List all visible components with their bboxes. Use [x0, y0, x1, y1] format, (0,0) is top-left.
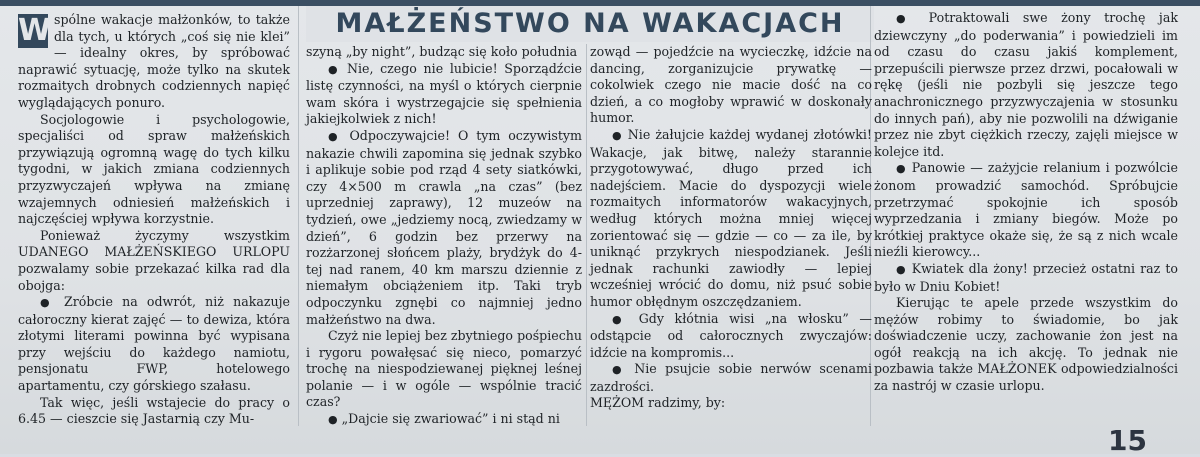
- paragraph: Gdy kłótnia wisi „na włosku” — odstąpcie od całorocznych zwyczajów: idźcie na kompromis...: [590, 310, 872, 360]
- paragraph: Zróbcie na odwrót, niż nakazuje całoroczny kierat zajęć — to dewiza, która złotymi literami powinna być wypisana przy wejściu do każdego namiotu, pensjonatu FWP, hotelowego apartamentu, czy górskiego szałasu.: [18, 294, 290, 394]
- paragraph: zowąd — pojedźcie na wycieczkę, idźcie na dancing, zorganizujcie prywatkę — cokolwiek czego nie macie dość na co dzień, a co mogłoby wprawić w doskonały humor.: [590, 44, 872, 126]
- paragraph: Kierując te apele przede wszystkim do mężów robimy to świadomie, bo jak doświadczenie uczy, zachowanie żon jest na ogół reakcją na ich akcję. To jednak nie pozbawia także MAŁŻONEK odpowiedzialności za nastrój w czasie urlopu.: [874, 295, 1178, 394]
- bullet-icon: ●: [896, 262, 907, 276]
- bullet-icon: ●: [612, 128, 623, 142]
- paragraph: Ponieważ życzymy wszystkim UDANEGO MAŁŻEŃSKIEGO URLOPU pozwalamy sobie przekazać kilka rad dla obojga:: [18, 227, 290, 293]
- bullet-icon: ●: [328, 413, 338, 427]
- paragraph: Czyż nie lepiej bez zbytniego pośpiechu i rygoru powałęsać się nieco, pomarzyć trochę na niespodziewanej pięknej leśnej polanie — i w ogóle — wspólnie tracić czas?: [306, 328, 582, 410]
- bullet-icon: ●: [896, 162, 907, 176]
- bullet-icon: ●: [328, 62, 341, 76]
- paragraph: Tak więc, jeśli wstajecie do pracy o 6.45 — cieszcie się Jastarnią czy Mu-: [18, 394, 290, 427]
- column-divider: [586, 44, 587, 426]
- bullet-icon: ●: [612, 363, 626, 377]
- bullet-icon: ●: [896, 12, 916, 25]
- column-2: [306, 44, 582, 429]
- column-3: [590, 44, 872, 412]
- paragraph: Odpoczywajcie! O tym oczywistym nakazie chwili zapomina się jednak szybko i aplikuje sobie pod rząd 4 sety siatkówki, czy 4×500 m crawla „na czas” (bez uprzedniej zaprawy), 12 muzeów na tydzień, owe „jedziemy nocą, zwiedzamy w dzień”, 6 godzin bez przerwy na rozżarzonej słońcem plaży, brydżyk do 4-tej nad ranem, 40 km marszu dziennie z niemałym obciążeniem itp. Taki tryb odpoczynku zgnębi co najmniej jedno małżeństwo na dwa.: [306, 127, 582, 327]
- paragraph: Kwiatek dla żony! przecież ostatni raz to było w Dniu Kobiet!: [874, 260, 1178, 294]
- paragraph: Nie, czego nie lubicie! Sporządźcie listę czynności, na myśl o których cierpnie wam skóra i wystrzegajcie się spełnienia jakiejkolwiek z nich!: [306, 60, 582, 127]
- paragraph: spólne wakacje małżonków, to także dla tych, u których „coś się nie klei” — idealny okres, by spróbować naprawić sytuację, może tylko na skutek rozmaitych drobnych codziennych napięć wyglądających ponuro.: [18, 12, 290, 110]
- column-1: [18, 12, 290, 428]
- paragraph: Potraktowali swe żony trochę jak dziewczyny „do poderwania” i powiedzieli im od czasu do czasu jakiś komplement, przepuścili pierwsze przez drzwi, pocałowali w rękę (jeśli nie pozbyli się jeszcze tego anachronicznego przyzwyczajenia w stosunku do innych pań), aby nie pozwolili na dźwiganie przez nie zbyt ciężkich rzeczy, zajęli miejsce w kolejce itd.: [874, 10, 1178, 159]
- bullet-icon: ●: [328, 129, 342, 143]
- paragraph: Nie żałujcie każdej wydanej złotówki! Wakacje, jak bitwę, należy starannie przygotowywać, długo przed ich nadejściem. Macie do dyspozycji wiele rozmaitych informatorów wakacyjnych, według których można mniej więcej zorientować się — gdzie — co — za ile, by uniknąć przykrych niespodzianek. Jeśli jednak rachunki zawiodły — lepiej wcześniej wrócić do domu, niż psuć sobie humor obłędnym oszczędzaniem.: [590, 126, 872, 309]
- paragraph: Socjologowie i psychologowie, specjaliści od spraw małżeńskich przywiązują ogromną wagę do tych kilku tygodni, w jakich zmiana codziennych przyzwyczajeń wpływa na zmianę wzajemnych odniesień małżeńskich i najczęściej wpływa korzystnie.: [18, 111, 290, 227]
- paragraph: Nie psujcie sobie nerwów scenami zazdrości.: [590, 361, 872, 394]
- bullet-icon: ●: [40, 296, 55, 310]
- paragraph: „Dajcie się zwariować” i ni stąd ni: [341, 411, 560, 427]
- paragraph: Panowie — zażyjcie relanium i pozwólcie żonom prowadzić samochód. Spróbujcie przetrzymać spokojnie ich sposób wyprzedzania i zmiany biegów. Może po krótkiej praktyce okaże się, że są z nich wcale nieźli kierowcy...: [874, 160, 1178, 260]
- article-title: MAŁŻEŃSTWO NA WAKACJACH: [306, 6, 874, 42]
- paragraph: szyną „by night”, budząc się koło południa: [306, 44, 578, 59]
- column-divider: [298, 6, 299, 426]
- paragraph: MĘŻOM radzimy, by:: [590, 395, 726, 411]
- dropcap: W: [18, 13, 52, 48]
- bullet-icon: ●: [612, 312, 629, 326]
- page-number: 15: [1108, 424, 1147, 457]
- column-4: [874, 10, 1178, 395]
